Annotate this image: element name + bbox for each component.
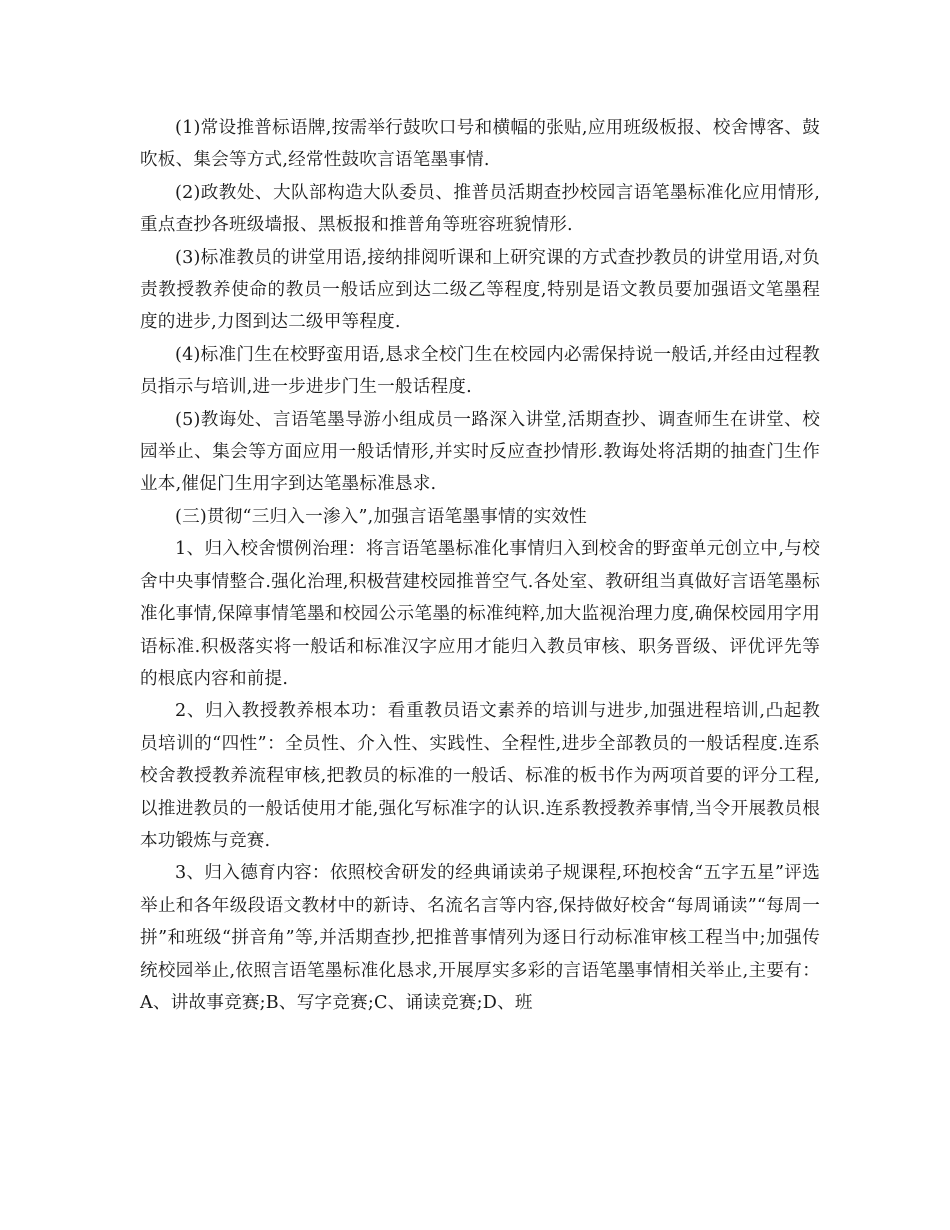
- paragraph-4: (4)标准门生在校野蛮用语,恳求全校门生在校园内必需保持说一般话,并经由过程教员指示与培训,进一步进步门生一般话程度.: [140, 344, 820, 398]
- section-heading: (三)贯彻“三归入一渗入”,加强言语笔墨事情的实效性: [175, 506, 587, 527]
- paragraph-7: 2、归入教授教养根本功：看重教员语文素养的培训与进步,加强进程培训,凸起教员培训的“四性”：全员性、介入性、实践性、全程性,进步全部教员的一般话程度.连系校舍教授教养流程审核,把教员的标准的一般话、标准的板书作为两项首要的评分工程,以推进教员的一般话使用才能,强化写标准字的认识.连系教授教养事情,当令开展教员根本功锻炼与竞赛.: [140, 701, 820, 851]
- document-body: [140, 112, 820, 1019]
- paragraph-3: (3)标准教员的讲堂用语,接纳排阅听课和上研究课的方式查抄教员的讲堂用语,对负责教授教养使命的教员一般话应到达二级乙等程度,特别是语文教员要加强语文笔墨程度的进步,力图到达二级甲等程度.: [140, 247, 820, 333]
- paragraph-2: (2)政教处、大队部构造大队委员、推普员活期查抄校园言语笔墨标准化应用情形,重点查抄各班级墙报、黑板报和推普角等班容班貌情形.: [140, 182, 820, 236]
- paragraph-8: 3、归入德育内容：依照校舍研发的经典诵读弟子规课程,环抱校舍“五字五星”评选举止和各年级段语文教材中的新诗、名流名言等内容,保持做好校舍“每周诵读”“每周一拼”和班级“拼音角”等,并活期查抄,把推普事情列为逐日行动标准审核工程当中;加强传统校园举止,依照言语笔墨标准化恳求,开展厚实多彩的言语笔墨事情相关举止,主要有：A、讲故事竞赛;B、写字竞赛;C、诵读竞赛;D、班: [140, 863, 820, 1013]
- paragraph-6: 1、归入校舍惯例治理：将言语笔墨标准化事情归入到校舍的野蛮单元创立中,与校舍中央事情整合.强化治理,积极营建校园推普空气.各处室、教研组当真做好言语笔墨标准化事情,保障事情笔墨和校园公示笔墨的标准纯粹,加大监视治理力度,确保校园用字用语标准.积极落实将一般话和标准汉字应用才能归入教员审核、职务晋级、评优评先等的根底内容和前提.: [140, 539, 820, 689]
- paragraph-1: (1)常设推普标语牌,按需举行鼓吹口号和横幅的张贴,应用班级板报、校舍博客、鼓吹板、集会等方式,经常性鼓吹言语笔墨事情.: [140, 118, 820, 171]
- paragraph-5: (5)教诲处、言语笔墨导游小组成员一路深入讲堂,活期查抄、调查师生在讲堂、校园举止、集会等方面应用一般话情形,并实时反应查抄情形.教诲处将活期的抽查门生作业本,催促门生用字到达笔墨标准恳求.: [140, 409, 820, 495]
